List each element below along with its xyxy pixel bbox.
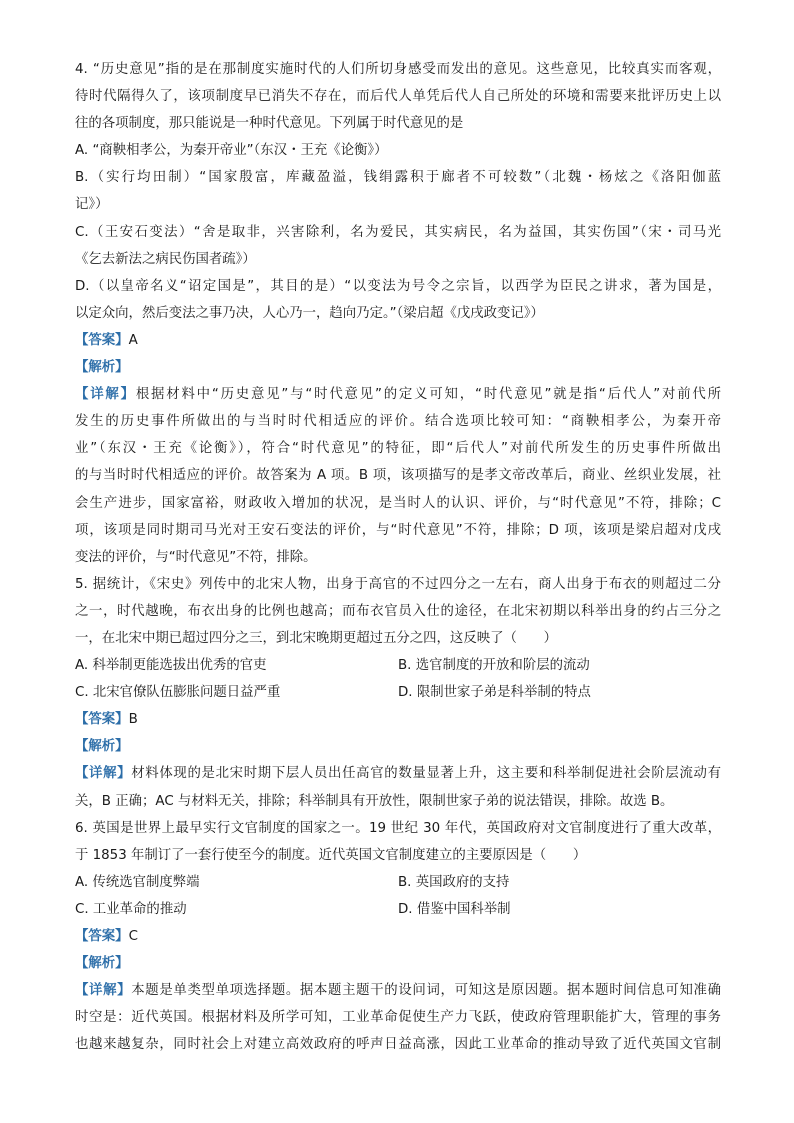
- analysis-tag: 【解析】: [75, 739, 129, 755]
- q5-detail-line-1: [75, 760, 721, 787]
- q6-options-row-1: [75, 869, 721, 896]
- analysis-tag: 【解析】: [75, 956, 129, 972]
- q4-detail-line-6: 项，该项是同时期司马光对王安石变法的评价，与“时代意见”不符，排除；D 项，该项是梁启超对戊戌: [75, 522, 721, 538]
- answer-value: B: [128, 712, 138, 728]
- q5-option-b: B. 选官制度的开放和阶层的流动: [398, 658, 590, 674]
- q4-stem-line-1: 4. “历史意见”指的是在那制度实施时代的人们所切身感受而发出的意见。这些意见，比较真实而客观，: [75, 62, 721, 77]
- q4-option-b: B.（实行均田制）“国家殷富，库藏盈溢，钱绢露积于廊者不可较数”（北魏・杨炫之《洛阳伽蓝: [75, 170, 721, 186]
- q5-option-a: A. 科举制更能选拔出优秀的官吏: [75, 658, 267, 674]
- detail-text: 材料体现的是北宋时期下层人员出任高官的数量显著上升，这主要和科举制促进社会阶层流动有: [131, 766, 721, 782]
- q5-answer: [75, 706, 721, 733]
- answer-tag: 【答案】: [75, 332, 129, 348]
- q6-option-a: A. 传统选官制度弊端: [75, 874, 200, 890]
- q4-detail-line-1: [75, 381, 721, 408]
- answer-value: C: [128, 929, 138, 944]
- q4-option-a: A. “商鞅相孝公，为秦开帝业”（东汉・王充《论衡》）: [75, 143, 388, 159]
- q5-analysis: [75, 733, 721, 760]
- q5-stem-line-2: 之一，时代越晚，布衣出身的比例也越高；而布衣官员入仕的途径，在北宋初期以科举出身的约占三分之: [75, 603, 721, 619]
- q5-option-d: D. 限制世家子弟是科举制的特点: [398, 685, 591, 701]
- q4-detail-line-3: 业”（东汉・王充《论衡》），符合“时代意见”的特征，即“后代人”对前代所发生的历史事件所做出: [75, 441, 721, 457]
- q4-detail-line-2: 发生的历史事件所做出的与当时时代相适应的评价。结合选项比较可知：“商鞅相孝公，为秦开帝: [75, 414, 721, 430]
- q5-options-row-1: [75, 652, 721, 679]
- q6-option-c: C. 工业革命的推动: [75, 901, 187, 917]
- detail-tag: 【详解】: [75, 766, 132, 782]
- detail-text: 根据材料中“历史意见”与“时代意见”的定义可知，“时代意见”就是指“后代人”对前代所: [135, 387, 722, 403]
- q4-analysis: [75, 354, 721, 381]
- q4-option-c-cont: 《乞去新法之病民伤国者疏》）: [75, 251, 256, 267]
- q5-detail-line-2: 关，B 正确；AC 与材料无关，排除；科举制具有开放性，限制世家子弟的说法错误，排除。故选 B。: [75, 793, 674, 809]
- q6-answer: [75, 923, 721, 950]
- q5-stem-line-1: 5. 据统计，《宋史》列传中的北宋人物，出身于高官的不过四分之一左右，商人出身于布衣的则超过二分: [75, 576, 721, 592]
- q5-options-row-2: [75, 679, 721, 706]
- answer-value: A: [128, 332, 138, 348]
- q6-option-d: D. 借鉴中国科举制: [398, 901, 511, 917]
- q6-option-b: B. 英国政府的支持: [398, 874, 510, 890]
- q6-detail-line-2: 时空是：近代英国。根据材料及所学可知，工业革命促使生产力飞跃，使政府管理职能扩大，管理的事务: [75, 1010, 721, 1026]
- document-content: [75, 56, 721, 1058]
- q4-detail-line-4: 的与当时时代相适应的评价。故答案为 A 项。B 项，该项描写的是孝文帝改革后，商业、丝织业发展，社: [75, 468, 721, 484]
- detail-text: 本题是单类型单项选择题。据本题主题干的设问词，可知这是原因题。据本题时间信息可知准确: [131, 983, 721, 999]
- q4-option-c: C.（王安石变法）“舍是取非，兴害除利，名为爱民，其实病民，名为益国，其实伤国”（宋・司马光: [75, 224, 721, 240]
- detail-tag: 【详解】: [75, 983, 132, 999]
- q4-option-d: D.（以皇帝名义“诏定国是”，其目的是）“以变法为号令之宗旨，以西学为臣民之讲求，著为国是，: [75, 278, 721, 294]
- q6-detail-line-1: [75, 977, 721, 1004]
- q5-option-c: C. 北宋官僚队伍膨胀问题日益严重: [75, 685, 281, 701]
- q6-analysis: [75, 950, 721, 977]
- q6-stem-line-1: 6. 英国是世界上最早实行文官制度的国家之一。19 世纪 30 年代，英国政府对文官制度进行了重大改革，: [75, 820, 721, 836]
- detail-tag: 【详解】: [75, 387, 136, 403]
- q4-detail-line-7: 变法的评价，与“时代意见”不符，排除。: [75, 549, 317, 565]
- q4-option-b-cont: 记》）: [75, 197, 109, 213]
- answer-tag: 【答案】: [75, 929, 129, 944]
- q4-option-d-cont: 以定众向，然后变法之事乃决，人心乃一，趋向乃定。”（梁启超《戊戌政变记》）: [75, 305, 544, 321]
- q6-detail-line-3: 也越来越复杂，同时社会上对建立高效政府的呼声日益高涨，因此工业革命的推动导致了近代英国文官制: [75, 1037, 721, 1053]
- q6-options-row-2: [75, 896, 721, 923]
- q5-stem-line-3: 一，在北宋中期已超过四分之三，到北宋晚期更超过五分之四，这反映了（ ）: [75, 630, 558, 646]
- analysis-tag: 【解析】: [75, 360, 129, 376]
- answer-tag: 【答案】: [75, 712, 129, 728]
- q6-stem-line-2: 于 1853 年制订了一套行使至今的制度。近代英国文官制度建立的主要原因是（ ）: [75, 847, 587, 863]
- q4-answer: [75, 327, 721, 354]
- q4-stem-line-2: 待时代隔得久了，该项制度早已消失不存在，而后代人单凭后代人自己所处的环境和需要来批评历史上以: [75, 89, 721, 105]
- q4-stem-line-3: 往的各项制度，那只能说是一种时代意见。下列属于时代意见的是: [75, 116, 464, 132]
- q4-detail-line-5: 会生产进步，国家富裕，财政收入增加的状况，是当时人的认识、评价，与“时代意见”不符，排除；C: [75, 495, 721, 511]
